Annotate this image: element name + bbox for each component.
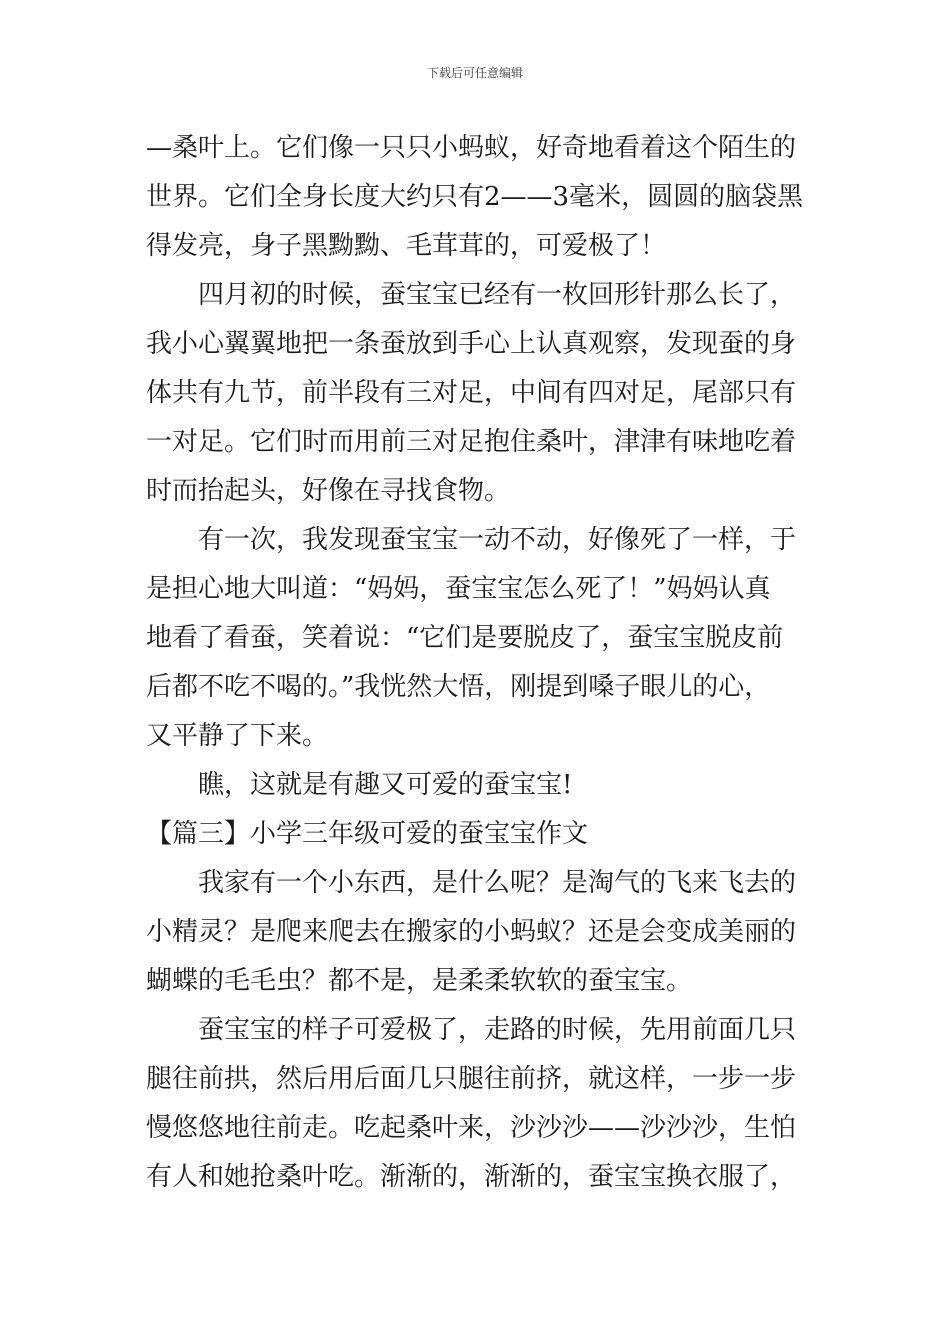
text-line: 时而抬起头，好像在寻找食物。 [146,476,511,506]
page-header-note: 下载后可任意编辑 [426,66,523,80]
text-line: 得发亮，身子黑黝黝、毛茸茸的，可爱极了！ [146,231,667,261]
document-body [146,124,810,1202]
text-line: 是担心地大叫道：“妈妈，蚕宝宝怎么死了！”妈妈认真 [146,574,771,604]
text-line: 四月初的时候，蚕宝宝已经有一枚回形针那么长了， [198,280,797,310]
text-line: 蚕宝宝的样子可爱极了，走路的时候，先用前面几只 [198,1015,797,1045]
text-line: 瞧，这就是有趣又可爱的蚕宝宝! [198,770,573,800]
text-line: 世界。它们全身长度大约只有2——3毫米，圆圆的脑袋黑 [146,182,804,212]
text-line: 有人和她抢桑叶吃。渐渐的，渐渐的，蚕宝宝换衣服了， [146,1162,797,1192]
section-heading: 【篇三】小学三年级可爱的蚕宝宝作文 [146,819,589,849]
text-line: —桑叶上。它们像一只只小蚂蚁，好奇地看着这个陌生的 [146,133,797,163]
text-line: 小精灵？是爬来爬去在搬家的小蚂蚁？还是会变成美丽的 [146,917,797,947]
text-line: 有一次，我发现蚕宝宝一动不动，好像死了一样，于 [198,525,797,555]
text-line: 慢悠悠地往前走。吃起桑叶来，沙沙沙——沙沙沙，生怕 [146,1113,797,1143]
text-line: 后都不吃不喝的。”我恍然大悟，刚提到嗓子眼儿的心， [146,672,771,702]
text-line: 我小心翼翼地把一条蚕放到手心上认真观察，发现蚕的身 [146,329,797,359]
text-line: 体共有九节，前半段有三对足，中间有四对足，尾部只有 [146,378,797,408]
text-line: 我家有一个小东西，是什么呢？是淘气的飞来飞去的 [198,868,797,898]
text-line: 一对足。它们时而用前三对足抱住桑叶，津津有味地吃着 [146,427,797,457]
text-line: 蝴蝶的毛毛虫？都不是，是柔柔软软的蚕宝宝。 [146,966,693,996]
text-line: 又平静了下来。 [146,721,329,751]
text-line: 地看了看蚕，笑着说：“它们是要脱皮了，蚕宝宝脱皮前 [146,623,784,653]
text-line: 腿往前拱，然后用后面几只腿往前挤，就这样，一步一步 [146,1064,797,1094]
